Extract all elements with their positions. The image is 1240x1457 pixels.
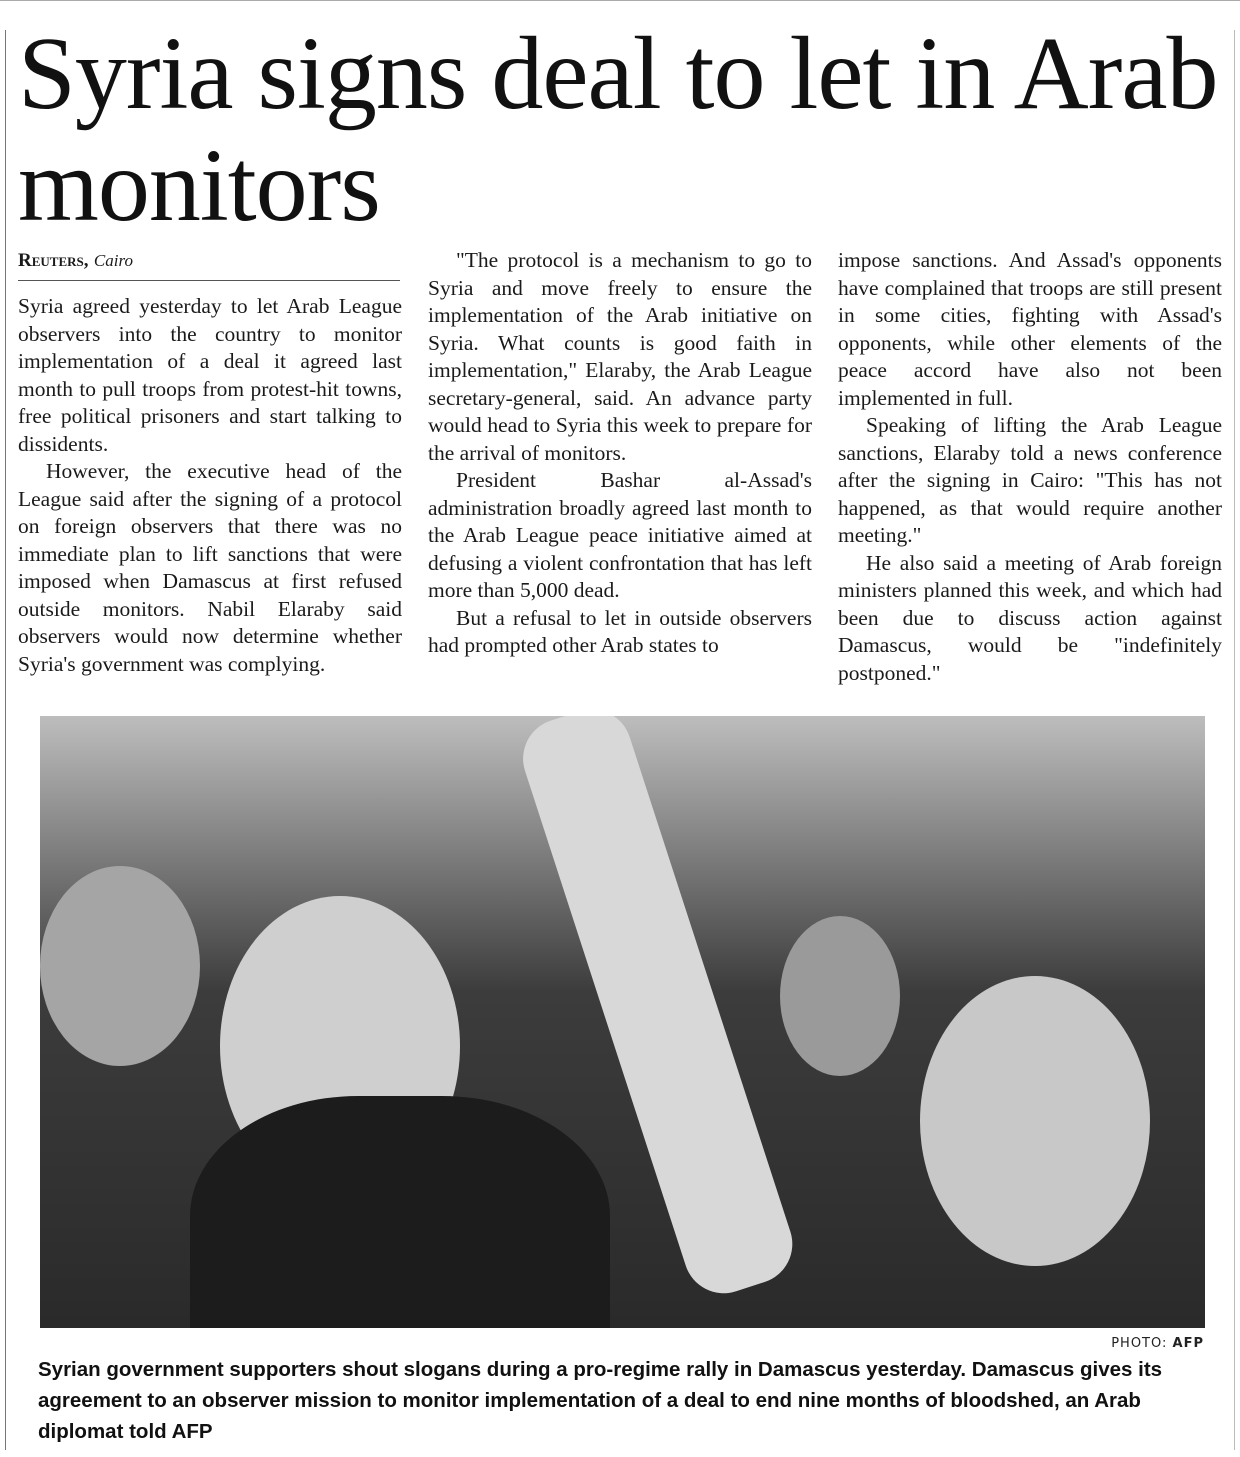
photo-face-background: [780, 916, 900, 1076]
paragraph: But a refusal to let in outside observers had prompted other Arab states to: [428, 605, 812, 657]
paragraph: "The protocol is a mechanism to go to Syria and move freely to ensure the implementation of the Arab initiative on Syria. What counts is good faith in implementation," Elaraby, the Arab League secretary-general, said. An advance party would head to Syria this week to prepare for the arrival of monitors.: [428, 248, 812, 465]
photo-figure-left: [190, 1096, 610, 1328]
article-column-3: [838, 247, 1222, 687]
byline-agency: Reuters,: [18, 250, 89, 271]
photo-face-background: [40, 866, 200, 1066]
byline-location: Cairo: [93, 251, 133, 270]
paragraph: Syria agreed yesterday to let Arab League observers into the country to monitor implementation of a deal it agreed last month to pull troops from protest-hit towns, free political prisoners and start talking to dissidents.: [18, 294, 402, 456]
rally-photo: [40, 716, 1205, 1328]
byline: [18, 250, 400, 281]
article-column-2: [428, 247, 812, 660]
paragraph: President Bashar al-Assad's administration broadly agreed last month to the Arab League peace initiative aimed at defusing a violent confrontation that has left more than 5,000 dead.: [428, 468, 812, 602]
article-column-1: [18, 293, 402, 678]
photo-face-right: [920, 976, 1150, 1266]
photo-credit: [1111, 1336, 1204, 1351]
photo-credit-source: AFP: [1172, 1336, 1204, 1351]
paragraph: However, the executive head of the League said after the signing of a protocol on foreign observers that there was no immediate plan to lift sanctions that were imposed when Damascus at first refused outside monitors. Nabil Elaraby said observers would now determine whether Syria's government was complying.: [18, 459, 402, 676]
top-border: [0, 0, 1240, 1]
photo-caption: Syrian government supporters shout slogans during a pro-regime rally in Damascus yesterday. Damascus gives its agreement to an observer mission to monitor implementation of a deal to end nine months of bloodshed, an Arab diplomat told AFP: [38, 1358, 1163, 1443]
paragraph: impose sanctions. And Assad's opponents have complained that troops are still present in some cities, fighting with Assad's opponents, while other elements of the peace accord have also not been implemented in full.: [838, 248, 1222, 410]
photo-credit-label: PHOTO:: [1111, 1336, 1168, 1351]
paragraph: Speaking of lifting the Arab League sanctions, Elaraby told a news conference after the signing in Cairo: "This has not happened, as that would require another meeting.": [838, 413, 1222, 547]
paragraph: He also said a meeting of Arab foreign ministers planned this week, and which had been due to discuss action against Damascus, would be "indefinitely postponed.": [838, 550, 1222, 685]
headline: Syria signs deal to let in Arab monitors: [18, 16, 1218, 243]
